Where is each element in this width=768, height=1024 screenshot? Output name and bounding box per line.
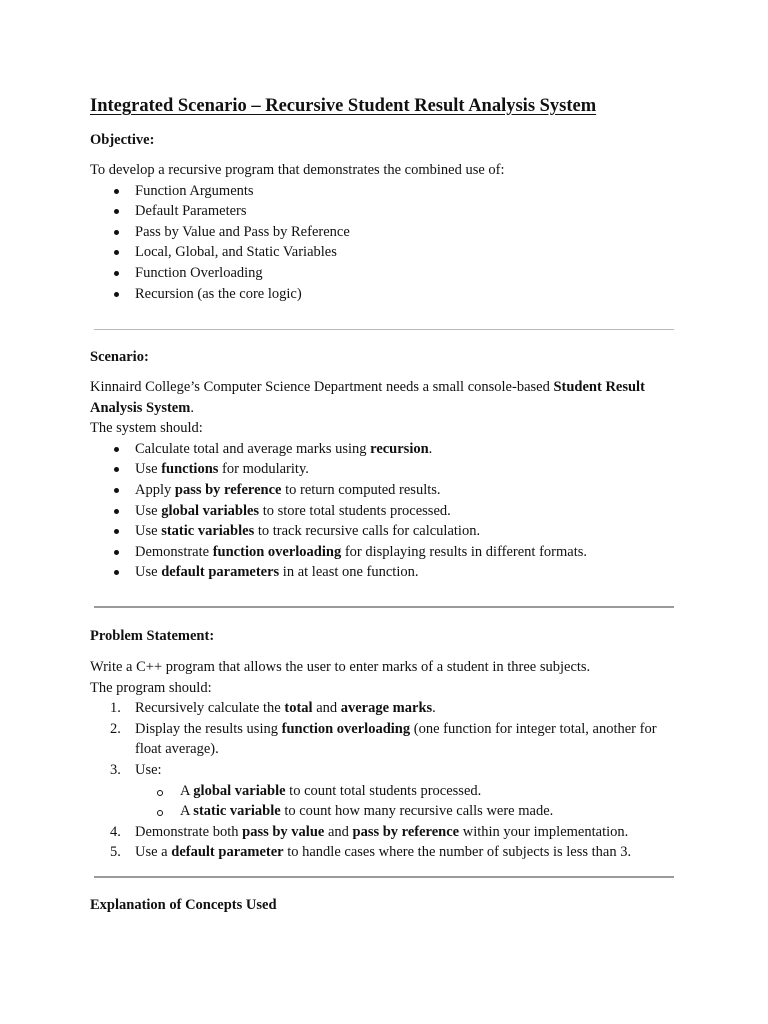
list-item: 2. Display the results using function overloading (one function for integer total, another for float average). <box>110 720 657 758</box>
scenario-section <box>90 377 690 583</box>
circle-bullet-icon <box>157 810 163 816</box>
scenario-list <box>90 439 690 583</box>
bullet-icon <box>114 467 119 472</box>
list-item: Use default parameters in at least one function. <box>90 562 690 583</box>
bullet-icon <box>114 230 119 235</box>
list-item: Use functions for modularity. <box>90 459 690 480</box>
scenario-line: The system should: <box>90 420 203 437</box>
bullet-icon <box>114 189 119 194</box>
scenario-line: Kinnaird College’s Computer Science Department needs a small console-based Student Result <box>90 379 645 395</box>
section-divider <box>94 876 674 878</box>
bullet-icon <box>114 292 119 297</box>
list-item: Function Overloading <box>90 263 690 284</box>
section-divider <box>94 329 674 330</box>
scenario-line: Analysis System. <box>90 399 194 416</box>
list-item: Use static variables to track recursive calls for calculation. <box>90 521 690 542</box>
list-item: Pass by Value and Pass by Reference <box>90 222 690 243</box>
bullet-icon <box>114 250 119 255</box>
list-item: Use global variables to store total students processed. <box>90 501 690 522</box>
bullet-icon <box>114 447 119 452</box>
objective-list <box>90 181 690 305</box>
list-item: 3. Use: A global variable to count total students processed. A static variable to count how many recursive calls were made. <box>90 760 690 822</box>
bullet-icon <box>114 488 119 493</box>
bullet-icon <box>114 529 119 534</box>
problem-steps <box>90 698 690 863</box>
list-item: Recursion (as the core logic) <box>90 284 690 305</box>
list-item: 4. Demonstrate both pass by value and pass by reference within your implementation. <box>110 823 629 840</box>
bullet-icon <box>114 570 119 575</box>
bullet-icon <box>114 509 119 514</box>
bullet-icon <box>114 550 119 555</box>
objective-heading: Objective: <box>90 132 155 148</box>
list-item: Default Parameters <box>90 201 690 222</box>
problem-line: The program should: <box>90 679 212 696</box>
scenario-heading: Scenario: <box>90 349 149 365</box>
list-item: Apply pass by reference to return computed results. <box>90 480 690 501</box>
list-item: Function Arguments <box>90 181 690 202</box>
sub-list-item: A global variable to count total students processed. <box>90 781 690 802</box>
sub-list <box>135 781 690 822</box>
list-item: Calculate total and average marks using recursion. <box>90 439 690 460</box>
list-item: Local, Global, and Static Variables <box>90 242 690 263</box>
explanation-heading: Explanation of Concepts Used <box>90 897 277 913</box>
bullet-icon <box>114 271 119 276</box>
list-item: Demonstrate function overloading for displaying results in different formats. <box>90 542 690 563</box>
problem-section <box>90 657 690 863</box>
problem-heading: Problem Statement: <box>90 628 215 644</box>
objective-intro: To develop a recursive program that demonstrates the combined use of: <box>90 162 505 178</box>
sub-list-item: A static variable to count how many recursive calls were made. <box>90 801 690 822</box>
list-item: 1. Recursively calculate the total and average marks. <box>110 700 436 717</box>
bullet-icon <box>114 209 119 214</box>
objective-section <box>90 160 690 304</box>
problem-line: Write a C++ program that allows the user to enter marks of a student in three subjects. <box>90 659 591 675</box>
section-divider <box>94 606 674 608</box>
page-title: Integrated Scenario – Recursive Student Result Analysis System <box>90 96 597 116</box>
list-item: 5. Use a default parameter to handle cases where the number of subjects is less than 3. <box>110 844 632 861</box>
circle-bullet-icon <box>157 790 163 796</box>
